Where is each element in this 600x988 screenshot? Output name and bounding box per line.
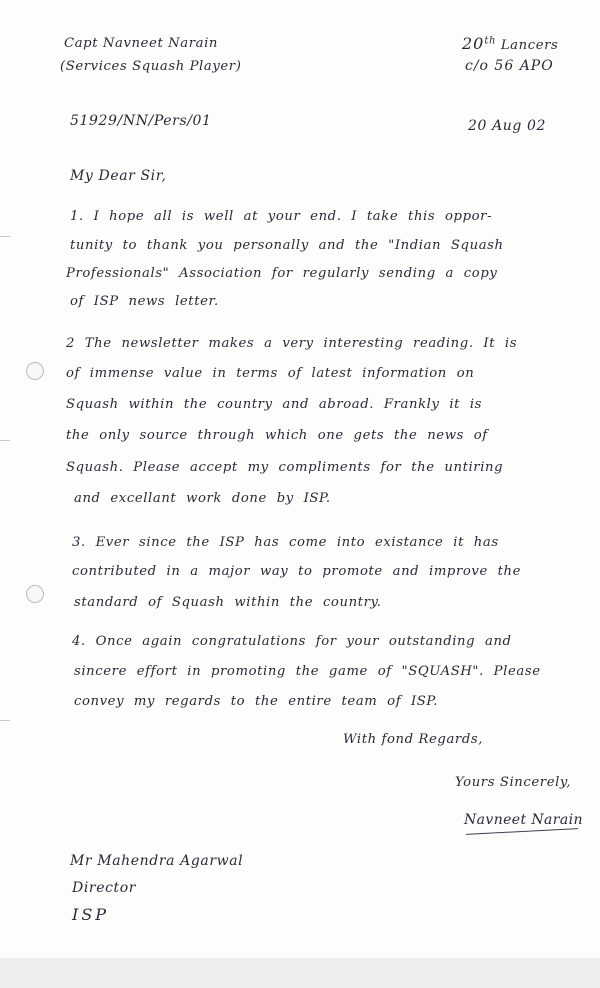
punch-hole-top [26, 362, 44, 380]
page-bottom-edge [0, 958, 600, 988]
paragraph-2-line-1: 2 The newsletter makes a very interesting reading. It is [66, 336, 518, 351]
signature-underline [466, 828, 578, 835]
paragraph-4-line-3: convey my regards to the entire team of ISP. [74, 694, 439, 709]
edge-mark [0, 720, 10, 721]
closing-regards: With fond Regards, [343, 732, 484, 747]
paragraph-2-line-3: Squash within the country and abroad. Frankly it is [66, 397, 483, 412]
sender-role: (Services Squash Player) [60, 59, 242, 74]
unit-address: c/o 56 APO [465, 58, 554, 74]
paragraph-2-line-5: Squash. Please accept my compliments for the untiring [66, 460, 504, 475]
unit-regiment [462, 34, 558, 53]
recipient-title: Director [72, 880, 137, 896]
sign-off: Yours Sincerely, [455, 775, 572, 790]
recipient-name: Mr Mahendra Agarwal [70, 853, 244, 869]
paragraph-1-line-3: Professionals" Association for regularly sending a copy [66, 266, 498, 281]
signature: Navneet Narain [464, 812, 583, 828]
paragraph-2-line-6: and excellant work done by ISP. [74, 491, 331, 506]
paragraph-3-line-3: standard of Squash within the country. [74, 595, 382, 610]
regiment-name: Lancers [500, 38, 559, 53]
paragraph-1-line-1: 1. I hope all is well at your end. I take this oppor- [70, 209, 493, 224]
punch-hole-bottom [26, 585, 44, 603]
paragraph-3-line-1: 3. Ever since the ISP has come into existance it has [72, 535, 499, 550]
reference-number: 51929/NN/Pers/01 [70, 113, 212, 129]
letter-date: 20 Aug 02 [468, 118, 547, 134]
regiment-suffix: th [484, 35, 497, 47]
salutation: My Dear Sir, [70, 168, 167, 184]
paragraph-2-line-2: of immense value in terms of latest information on [66, 366, 475, 381]
paragraph-3-line-2: contributed in a major way to promote and improve the [72, 564, 522, 579]
paragraph-4-line-2: sincere effort in promoting the game of "SQUASH". Please [74, 664, 541, 679]
recipient-org: ISP [72, 905, 110, 924]
edge-mark [0, 440, 10, 441]
sender-name: Capt Navneet Narain [64, 36, 219, 51]
regiment-number: 20 [462, 34, 485, 53]
paragraph-2-line-4: the only source through which one gets the news of [66, 428, 488, 443]
edge-mark [0, 236, 10, 237]
paragraph-1-line-4: of ISP news letter. [70, 294, 219, 309]
paragraph-1-line-2: tunity to thank you personally and the "Indian Squash [70, 238, 504, 253]
paragraph-4-line-1: 4. Once again congratulations for your outstanding and [72, 634, 512, 649]
